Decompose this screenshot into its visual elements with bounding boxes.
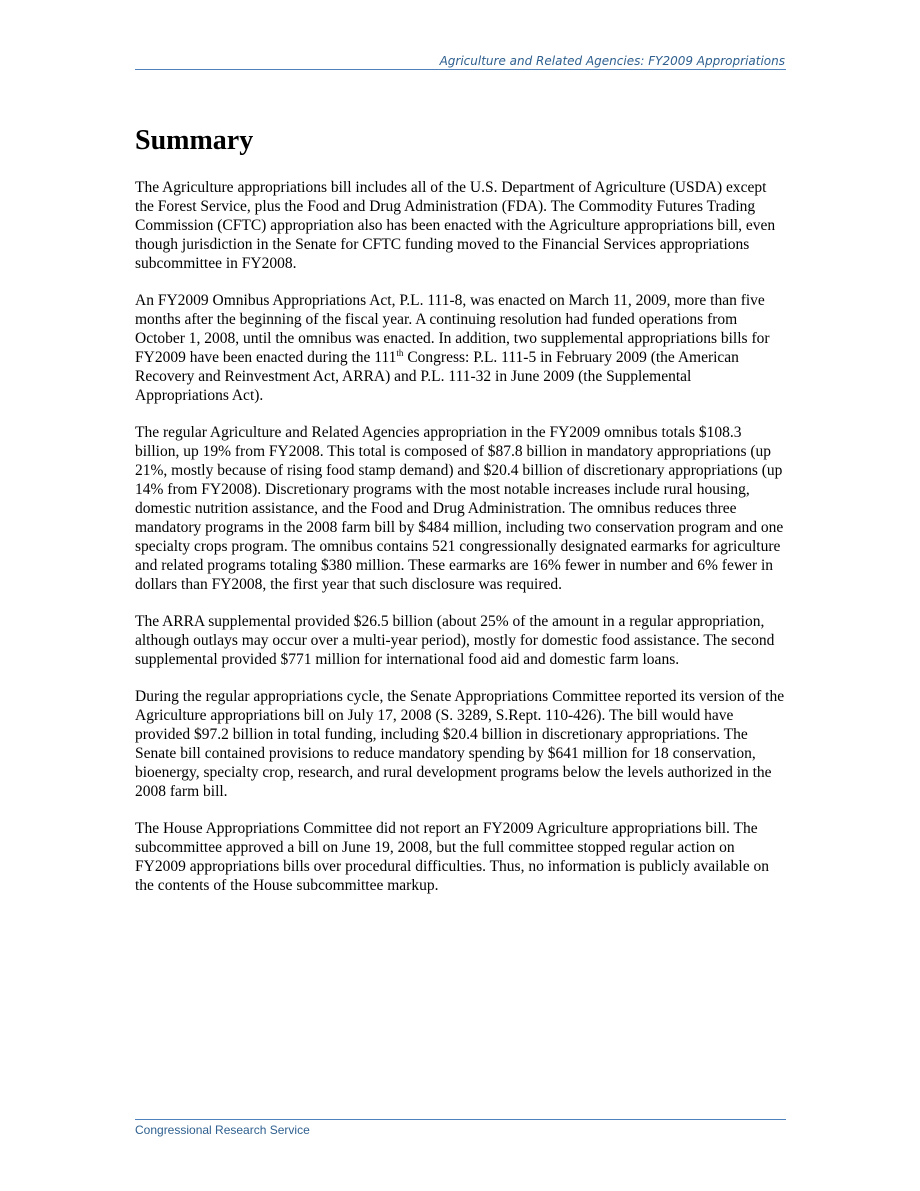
paragraph-arra: The ARRA supplemental provided $26.5 billion (about 25% of the amount in a regular appropriation, although outlays may occur over a multi-year period), mostly for domestic food assistance. The second supplemental provided $771 million for international food aid and domestic farm loans.: [135, 613, 775, 668]
running-header: [135, 54, 786, 70]
ordinal-superscript: th: [396, 347, 404, 358]
paragraph-omnibus-totals: The regular Agriculture and Related Agencies appropriation in the FY2009 omnibus totals $108.3 billion, up 19% from FY2008. This total is composed of $87.8 billion in mandatory appropriations (up 21%, mostly because of rising food stamp demand) and $20.4 billion of discretionary appropriations (up 14% from FY2008). Discretionary programs with the most notable increases include rural housing, domestic nutrition assistance, and the Food and Drug Administration. The omnibus reduces three mandatory programs in the 2008 farm bill by $484 million, including two conservation program and one specialty crops program. The omnibus contains 521 congressionally designated earmarks for agriculture and related programs totaling $380 million. These earmarks are 16% fewer in number and 6% fewer in dollars than FY2008, the first year that such disclosure was required.: [135, 424, 784, 593]
paragraph-house: The House Appropriations Committee did not report an FY2009 Agriculture appropriations bill. The subcommittee approved a bill on June 19, 2008, but the full committee stopped regular action on FY2009 appropriations bills over procedural difficulties. Thus, no information is publicly available on the contents of the House subcommittee markup.: [135, 820, 769, 894]
paragraph-senate: During the regular appropriations cycle, the Senate Appropriations Committee reported its version of the Agriculture appropriations bill on July 17, 2008 (S. 3289, S.Rept. 110-426). The bill would have provided $97.2 billion in total funding, including $20.4 billion in discretionary appropriations. The Senate bill contained provisions to reduce mandatory spending by $641 million for 18 conservation, bioenergy, specialty crop, research, and rural development programs below the levels authorized in the 2008 farm bill.: [135, 688, 785, 800]
summary-body: [135, 178, 788, 913]
running-footer: [135, 1119, 786, 1138]
footer-organization: Congressional Research Service: [135, 1123, 310, 1137]
paragraph-enactment-part2: Congress: P.L. 111-5 in February 2009 (the American Recovery and Reinvestment Act, ARRA) and P.L. 111-32 in June 2009 (the Supplemental Appropriations Act).: [135, 349, 739, 404]
page-title: Summary: [135, 125, 254, 156]
paragraph-scope: The Agriculture appropriations bill includes all of the U.S. Department of Agriculture (USDA) except the Forest Service, plus the Food and Drug Administration (FDA). The Commodity Futures Trading Commission (CFTC) appropriation also has been enacted with the Agriculture appropriations bill, even though jurisdiction in the Senate for CFTC funding moved to the Financial Services appropriations subcommittee in FY2008.: [135, 179, 776, 272]
paragraph-enactment: [135, 291, 788, 405]
paragraph-enactment-part1: An FY2009 Omnibus Appropriations Act, P.L. 111-8, was enacted on March 11, 2009, more than five months after the beginning of the fiscal year. A continuing resolution had funded operations from October 1, 2008, until the omnibus was enacted. In addition, two supplemental appropriations bills for FY2009 have been enacted during the 111: [135, 292, 770, 366]
running-header-title: Agriculture and Related Agencies: FY2009 Appropriations: [439, 54, 785, 68]
